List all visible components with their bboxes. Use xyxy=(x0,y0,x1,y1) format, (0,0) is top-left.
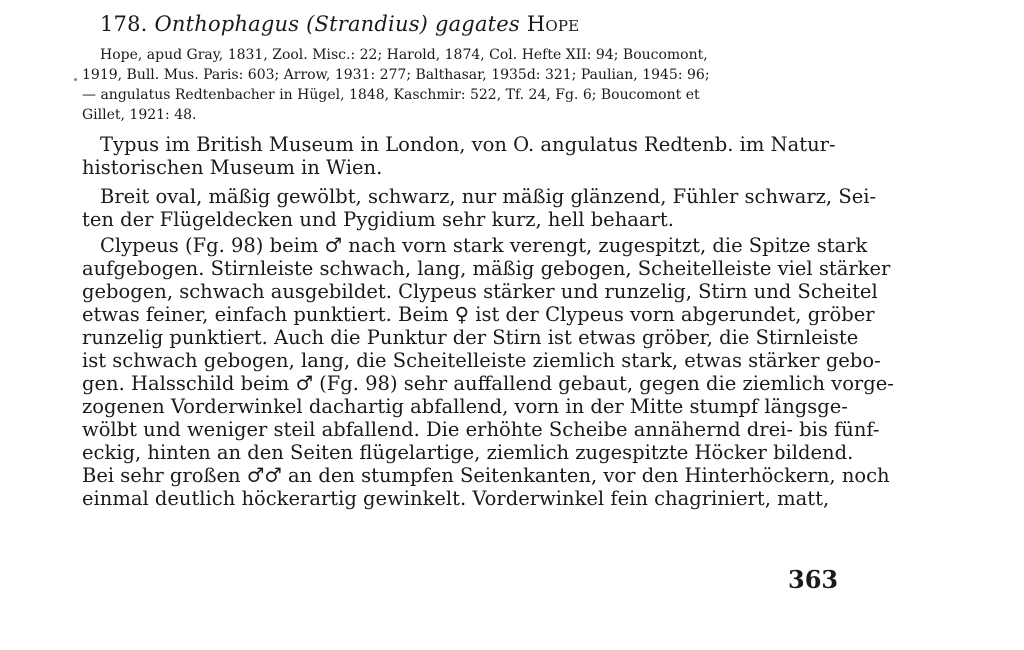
text-line: gen. Halsschild beim ♂ (Fg. 98) sehr auffallend gebaut, gegen die ziemlich vorge- xyxy=(82,372,894,395)
paragraph-clypeus xyxy=(82,234,932,510)
text-line: Clypeus (Fg. 98) beim ♂ nach vorn stark verengt, zugespitzt, die Spitze stark xyxy=(100,234,868,257)
species-heading xyxy=(100,12,579,36)
species-name: Onthophagus (Strandius) gagates xyxy=(154,12,520,36)
reference-line: 1919, Bull. Mus. Paris: 603; Arrow, 1931: 277; Balthasar, 1935d: 321; Paulian, 1945: 96; xyxy=(82,67,710,83)
text-line: Breit oval, mäßig gewölbt, schwarz, nur mäßig glänzend, Fühler schwarz, Sei- xyxy=(100,185,877,208)
text-line: runzelig punktiert. Auch die Punktur der Stirn ist etwas gröber, die Stirnleiste xyxy=(82,326,859,349)
references-block xyxy=(82,45,932,125)
species-number: 178. xyxy=(100,12,148,36)
text-line: eckig, hinten an den Seiten flügelartige, ziemlich zugespitzte Höcker bildend. xyxy=(82,441,854,464)
page-number: 363 xyxy=(788,565,839,594)
text-line: ten der Flügeldecken und Pygidium sehr kurz, hell behaart. xyxy=(82,208,674,231)
text-line: ist schwach gebogen, lang, die Scheitelleiste ziemlich stark, etwas stärker gebo- xyxy=(82,349,881,372)
text-line: zogenen Vorderwinkel dachartig abfallend, vorn in der Mitte stumpf längsge- xyxy=(82,395,848,418)
paragraph-typus xyxy=(82,133,932,179)
text-line: etwas feiner, einfach punktiert. Beim ♀ ist der Clypeus vorn abgerundet, gröber xyxy=(82,303,875,326)
text-line: historischen Museum in Wien. xyxy=(82,156,383,179)
text-line: einmal deutlich höckerartig gewinkelt. Vorderwinkel fein chagriniert, matt, xyxy=(82,487,830,510)
paragraph-description xyxy=(82,185,932,231)
reference-line: — angulatus Redtenbacher in Hügel, 1848, Kaschmir: 522, Tf. 24, Fg. 6; Boucomont et xyxy=(82,87,700,103)
species-author: Hope xyxy=(526,12,580,36)
reference-line: Gillet, 1921: 48. xyxy=(82,107,197,123)
text-line: gebogen, schwach ausgebildet. Clypeus stärker und runzelig, Stirn und Scheitel xyxy=(82,280,878,303)
text-line: aufgebogen. Stirnleiste schwach, lang, mäßig gebogen, Scheitelleiste viel stärker xyxy=(82,257,891,280)
reference-line: Hope, apud Gray, 1831, Zool. Misc.: 22; Harold, 1874, Col. Hefte XII: 94; Boucomont, xyxy=(100,47,708,63)
text-line: Typus im British Museum in London, von O. angulatus Redtenb. im Natur- xyxy=(100,133,836,156)
print-speck xyxy=(74,78,77,81)
text-line: wölbt und weniger steil abfallend. Die erhöhte Scheibe annähernd drei- bis fünf- xyxy=(82,418,880,441)
text-line: Bei sehr großen ♂♂ an den stumpfen Seitenkanten, vor den Hinterhöckern, noch xyxy=(82,464,890,487)
